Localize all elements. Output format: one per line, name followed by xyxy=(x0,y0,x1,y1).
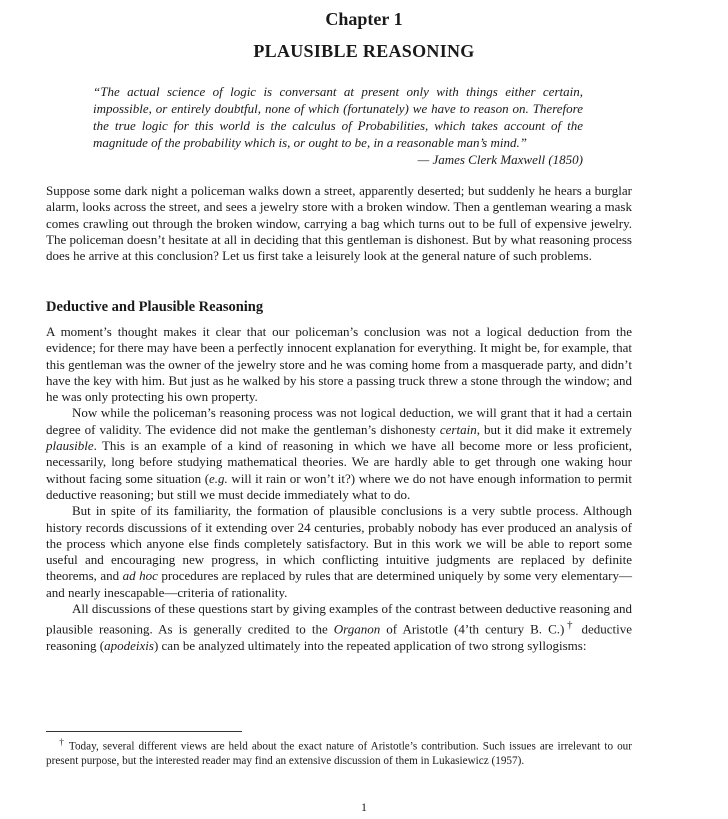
page-number: 1 xyxy=(361,800,367,814)
paragraph-4-part-d: ) can be analyzed ultimately into the repeated application of two strong syllogisms: xyxy=(153,637,587,653)
emphasis-eg: e.g. xyxy=(209,470,228,486)
paragraph-2-part-a: Now while the policeman’s reasoning process was not logical deduction, we will grant that it had a certain degree of validity. The evidence did not make the gentleman’s dishonesty xyxy=(46,405,632,437)
paragraph-4-part-c: deductive reasoning ( xyxy=(46,621,632,653)
section-heading: Deductive and Plausible Reasoning xyxy=(46,299,264,315)
paragraph-2 xyxy=(46,405,632,503)
paragraph-3-part-b: procedures are replaced by rules that are determined uniquely by some very elementary—and nearly inescapable—criteria of rationality. xyxy=(46,568,632,600)
paragraph-2-part-d: will it rain or won’t it?) where we do not have enough information to permit deductive reasoning; but still we must decide immediately what to do. xyxy=(46,470,632,502)
paragraph-4-part-b: of Aristotle (4’th century B. C.) xyxy=(380,621,565,637)
footnote xyxy=(46,736,632,768)
epigraph-text: “The actual science of logic is conversant at present only with things either certain, impossible, or entirely doubtful, none of which (fortunately) we have to reason on. Therefore the true logic for this world is the calculus of Probabilities, which takes account of the magnitude of the probability which is, or ought to be, in a reasonable man’s mind.” xyxy=(93,84,583,150)
emphasis-organon: Organon xyxy=(333,621,381,637)
epigraph xyxy=(93,83,583,168)
footnote-text: Today, several different views are held about the exact nature of Aristotle’s contribution. Such issues are irrelevant to our present purpose, but the interested reader may find an extensive discussion of them in Lukasiewicz (1957). xyxy=(46,740,632,767)
paragraph-1: A moment’s thought makes it clear that our policeman’s conclusion was not a logical deduction from the evidence; for there may have been a perfectly innocent explanation for everything. It might be, for example, that this gentleman was the owner of the jewelry store and he was coming home from a masquerade party, and didn’t have the key with him. But just as he walked by his store a passing truck threw a stone through the window; and he was only protecting his own property. xyxy=(46,324,632,405)
footnote-mark: † xyxy=(58,738,66,748)
paragraph-2-part-c: . This is an example of a kind of reasoning in which we have all become more or less proficient, necessarily, long before studying mathematical theories. We are hardly able to get through one waking hour without facing some situation ( xyxy=(46,438,632,486)
intro-paragraph-text: Suppose some dark night a policeman walks down a street, apparently deserted; but suddenly he hears a burglar alarm, looks across the street, and sees a jewelry store with a broken window. Then a gentleman wearing a mask comes crawling out through the broken window, carrying a bag which turns out to be full of expensive jewelry. The policeman doesn’t hesitate at all in deciding that this gentleman is dishonest. But by what reasoning process does he arrive at this conclusion? Let us first take a leisurely look at the general nature of such problems. xyxy=(46,183,632,264)
intro-paragraph xyxy=(46,183,632,264)
chapter-title: PLAUSIBLE REASONING xyxy=(253,41,475,61)
paragraph-4 xyxy=(46,601,632,654)
paragraph-3 xyxy=(46,503,632,601)
emphasis-ad-hoc: ad hoc xyxy=(122,568,158,584)
epigraph-attribution: — James Clerk Maxwell (1850) xyxy=(417,152,583,167)
emphasis-apodeixis: apodeixis xyxy=(104,637,154,653)
paragraph-2-part-b: , but it did make it extremely xyxy=(476,421,632,437)
paragraph-3-part-a: But in spite of its familiarity, the formation of plausible conclusions is a very subtle process. Although history records discussions of it extending over 24 centuries, probably nobody has ever produced an analysis of the process which anyone else finds completely satisfactory. But in this work we will be able to report some useful and encouraging new progress, in which conflicting intuitive judgments are replaced by definite theorems, and xyxy=(46,503,632,584)
emphasis-certain: certain xyxy=(439,421,477,437)
footnote-rule xyxy=(46,731,242,732)
paragraph-4-part-a: All discussions of these questions start by giving examples of the contrast between deductive reasoning and plausible reasoning. As is generally credited to the xyxy=(46,601,632,637)
section-body xyxy=(46,324,632,654)
chapter-label: Chapter 1 xyxy=(325,9,403,29)
emphasis-plausible: plausible xyxy=(46,438,94,454)
footnote-reference[interactable]: † xyxy=(564,619,576,632)
